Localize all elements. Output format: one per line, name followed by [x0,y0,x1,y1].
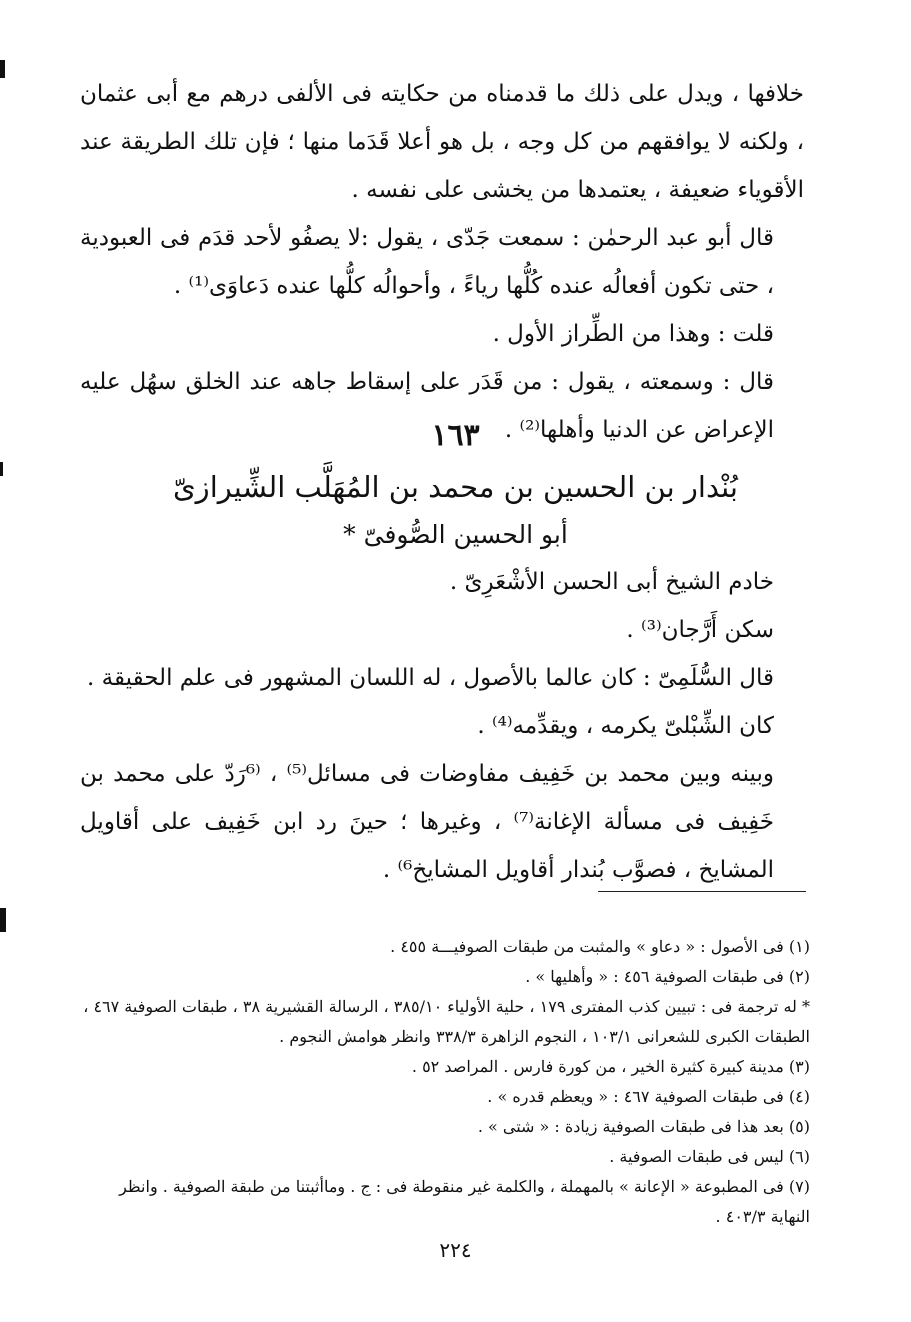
footnote-3: (٣) مدينة كبيرة كثيرة الخير ، من كورة فارس . المراصد ٥٢ . [411,1057,810,1076]
footnote-biography: * له ترجمة فى : تبيين كذب المفترى ١٧٩ ، حلية الأولياء ٣٨٥/١٠ ، الرسالة القشيرية ٣٨ ، طبقات الصوفية ٤٦٧ ، الطبقات الكبرى للشعرانى ١٠٣/١ ، النجوم الزاهرة ٣٣٨/٣ وانظر هوامش النجوم . [83,997,810,1046]
entry-number: ١٦٣ [431,418,480,453]
footnote-4: (٤) فى طبقات الصوفية ٤٦٧ : « ويعظم قدره » . [487,1087,810,1106]
footnote-6: (٦) ليس فى طبقات الصوفية . [609,1147,810,1166]
footnote-7: (٧) فى المطبوعة « الإعانة » بالمهملة ، والكلمة غير منقوطة فى : ج . وماأثبتنا من طبقة الصوفية . وانظر النهاية ٤٠٣/٣ . [119,1177,810,1226]
page-number: ٢٢٤ [439,1238,472,1262]
paragraph-quote-prestige: قال : وسمعته ، يقول : من قَدَر على إسقاط جاهه عند الخلق سهُل عليه الإعراض عن الدنيا وأهلها⁽²⁾ . [80,369,774,443]
paragraph-author-remark: قلت : وهذا من الطِّراز الأول . [492,321,774,347]
footnote-separator [598,891,806,892]
paragraph-ibn-khafif: وبينه وبين محمد بن خَفِيف مفاوضات فى مسائل⁽⁵⁾ ، ⁽⁶رَدّ على محمد بن خَفِيف فى مسألة الإغانة⁽⁷⁾ ، وغيرها ؛ حينَ رد ابن خَفِيف على أقاويل المشايخ ، فصوَّب بُندار أقاويل المشايخ⁶⁾ . [80,761,774,883]
paragraph-continuation: خلافها ، ويدل على ذلك ما قدمناه من حكايته فى الألفى درهم مع أبى عثمان ، ولكنه لا يوافقهم من كل وجه ، بل هو أعلا قَدَما منها ؛ فإن تلك الطريقة عند الأقوياء ضعيفة ، يعتمدها من يخشى على نفسه . [80,81,804,203]
paragraph-residence: سكن أَرَّجان⁽³⁾ . [626,617,774,643]
paragraph-shibli: كان الشِّبْلىّ يكرمه ، ويقدِّمه⁽⁴⁾ . [477,713,774,739]
footnote-2: (٢) فى طبقات الصوفية ٤٥٦ : « وأهليها » . [525,967,810,986]
left-edge-mark-top [0,60,5,78]
paragraph-servant: خادم الشيخ أبى الحسن الأشْعَرِىّ . [449,569,774,595]
paragraph-quote-grandfather: قال أبو عبد الرحمٰن : سمعت جَدّى ، يقول :لا يصفُو لأحد قدَم فى العبودية ، حتى تكون أفعالُه عنده كُلُّها رياءً ، وأحوالُه كلُّها عنده دَعاوَى⁽¹⁾ . [80,225,774,299]
entry-text-block [80,558,804,894]
entry-name: بُنْدار بن الحسين بن محمد بن المُهَلَّب الشِّيرازىّ [172,470,738,504]
top-text-block [80,70,804,454]
entry-kunya: أبو الحسين الصُّوفىّ * [343,520,568,549]
footnote-1: (١) فى الأصول : « دعاو » والمثبت من طبقات الصوفيـــة ٤٥٥ . [390,937,810,956]
footnote-5: (٥) بعد هذا فى طبقات الصوفية زيادة : « شتى » . [477,1117,810,1136]
left-edge-mark-bottom [0,908,6,932]
footnotes-block [80,932,810,1232]
paragraph-sulami: قال السُّلَمِىّ : كان عالما بالأصول ، له اللسان المشهور فى علم الحقيقة . [87,665,774,691]
